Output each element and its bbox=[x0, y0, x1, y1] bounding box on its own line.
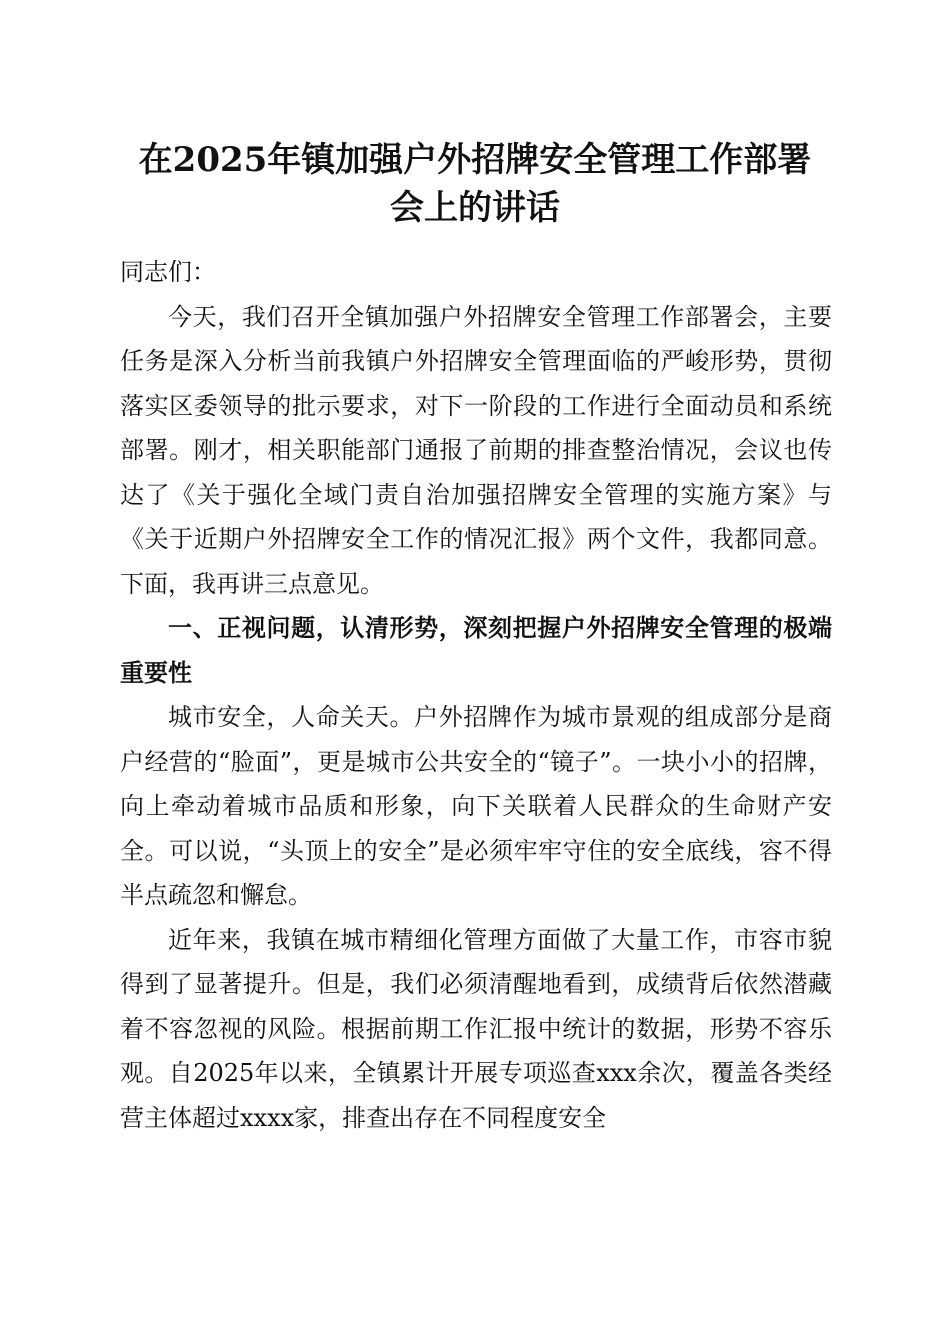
title-line-1: 在2025年镇加强户外招牌安全管理工作部署 bbox=[138, 140, 812, 180]
intro-paragraph: 今天，我们召开全镇加强户外招牌安全管理工作部署会，主要任务是深入分析当前我镇户外招牌安全管理面临的严峻形势，贯彻落实区委领导的批示要求，对下一阶段的工作进行全面动员和系统部署。刚才，相关职能部门通报了前期的排查整治情况，会议也传达了《关于强化全域门责自治加强招牌安全管理的实施方案》与《关于近期户外招牌安全工作的情况汇报》两个文件，我都同意。下面，我再讲三点意见。 bbox=[120, 302, 832, 598]
body-paragraph-2: 近年来，我镇在城市精细化管理方面做了大量工作，市容市貌得到了显著提升。但是，我们必须清醒地看到，成绩背后依然潜藏着不容忽视的风险。根据前期工作汇报中统计的数据，形势不容乐观。自2025年以来，全镇累计开展专项巡查xxx余次，覆盖各类经营主体超过xxxx家，排查出存在不同程度安全 bbox=[120, 925, 832, 1132]
section-heading-1: 一、正视问题，认清形势，深刻把握户外招牌安全管理的极端重要性 bbox=[120, 614, 832, 687]
title-line-2: 会上的讲话 bbox=[390, 188, 560, 228]
salutation: 同志们： bbox=[120, 258, 216, 286]
document-title bbox=[110, 136, 840, 232]
document-body bbox=[120, 250, 832, 1140]
body-paragraph-1: 城市安全，人命关天。户外招牌作为城市景观的组成部分是商户经营的“脸面”，更是城市公共安全的“镜子”。一块小小的招牌，向上牵动着城市品质和形象，向下关联着人民群众的生命财产安全。可以说，“头顶上的安全”是必须牢牢守住的安全底线，容不得半点疏忽和懈怠。 bbox=[120, 703, 832, 909]
